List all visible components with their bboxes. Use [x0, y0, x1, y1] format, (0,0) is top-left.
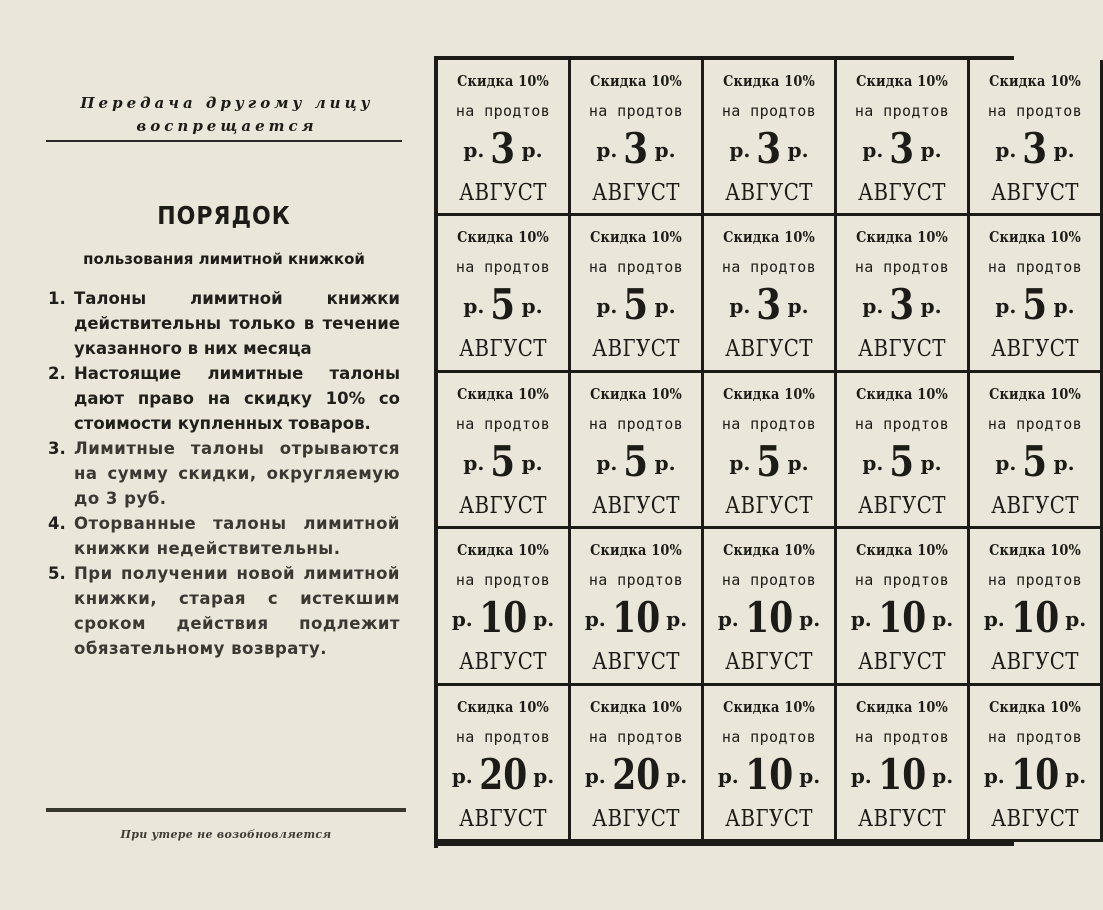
coupon-value: 3	[756, 280, 782, 330]
coupon-amount	[970, 280, 1100, 330]
currency-label: р.	[463, 138, 485, 162]
coupon-goods-label: на продтов	[588, 727, 684, 746]
coupon-discount-label: Скидка 10%	[989, 228, 1081, 247]
currency-label: р.	[666, 607, 688, 632]
coupon-amount	[837, 280, 967, 330]
coupon-value: 5	[889, 436, 915, 486]
currency-label: р.	[799, 763, 821, 788]
coupon-month: АВГУСТ	[592, 805, 680, 832]
coupon-value: 10	[878, 593, 926, 643]
currency-label: р.	[850, 607, 872, 632]
currency-label: р.	[533, 763, 555, 788]
coupon-discount-label: Скидка 10%	[856, 697, 948, 716]
coupon-value: 5	[490, 280, 516, 330]
coupon-month: АВГУСТ	[459, 492, 547, 519]
coupon-amount	[571, 437, 701, 487]
currency-label: р.	[995, 450, 1017, 475]
coupon-amount	[970, 593, 1100, 643]
coupon-goods-label: на продтов	[854, 727, 950, 746]
coupon-amount	[571, 593, 701, 643]
coupon-amount	[438, 593, 568, 643]
coupon-value: 10	[878, 749, 926, 799]
coupon-month: АВГУСТ	[459, 336, 547, 363]
coupon-goods-label: на продтов	[854, 102, 950, 120]
coupon-ticket[interactable]	[837, 60, 970, 216]
currency-label: р.	[584, 607, 606, 632]
coupon-ticket[interactable]	[438, 60, 571, 216]
currency-label: р.	[787, 138, 809, 162]
currency-label: р.	[521, 450, 543, 475]
coupon-value: 20	[612, 749, 660, 799]
currency-label: р.	[1065, 607, 1087, 632]
coupon-sheet	[434, 56, 1087, 848]
currency-label: р.	[596, 138, 618, 162]
coupon-month: АВГУСТ	[592, 492, 680, 519]
rule-text: Талоны лимитной книжки действительны только в течение указанного в них месяца	[74, 289, 400, 358]
divider-top	[46, 140, 402, 142]
coupon-amount	[571, 750, 701, 800]
coupon-ticket[interactable]	[970, 686, 1103, 842]
currency-label: р.	[1065, 763, 1087, 788]
coupon-goods-label: на продтов	[854, 414, 950, 433]
transfer-notice-line2: воспрещается	[136, 117, 318, 135]
coupon-amount	[970, 437, 1100, 487]
coupon-value: 10	[745, 749, 793, 799]
coupon-ticket[interactable]	[970, 373, 1103, 529]
rule-item	[48, 361, 400, 436]
currency-label: р.	[862, 450, 884, 475]
transfer-notice-line1: Передача другому лицу	[80, 94, 374, 112]
coupon-discount-label: Скидка 10%	[457, 72, 549, 90]
coupon-ticket[interactable]	[837, 529, 970, 685]
coupon-ticket[interactable]	[704, 686, 837, 842]
coupon-value: 20	[479, 749, 527, 799]
coupon-discount-label: Скидка 10%	[590, 72, 682, 90]
loss-notice: При утере не возобновляется	[120, 828, 332, 841]
coupon-discount-label: Скидка 10%	[989, 541, 1081, 560]
coupon-value: 5	[1022, 436, 1048, 486]
currency-label: р.	[451, 607, 473, 632]
currency-label: р.	[451, 763, 473, 788]
coupon-amount	[970, 750, 1100, 800]
rule-item	[48, 561, 400, 661]
currency-label: р.	[983, 607, 1005, 632]
coupon-discount-label: Скидка 10%	[723, 541, 815, 560]
currency-label: р.	[654, 450, 676, 475]
coupon-ticket[interactable]	[837, 216, 970, 372]
coupon-discount-label: Скидка 10%	[723, 228, 815, 247]
coupon-ticket[interactable]	[704, 529, 837, 685]
rule-text: Лимитные талоны отрываются на сумму скидки, округляемую до 3 руб.	[74, 439, 400, 508]
coupon-amount	[438, 280, 568, 330]
page-subtitle: пользования лимитной книжкой	[83, 250, 365, 268]
coupon-goods-label: на продтов	[455, 258, 551, 277]
currency-label: р.	[584, 763, 606, 788]
currency-label: р.	[787, 450, 809, 475]
coupon-month: АВГУСТ	[459, 649, 547, 676]
coupon-ticket[interactable]	[571, 373, 704, 529]
coupon-ticket[interactable]	[571, 60, 704, 216]
coupon-value: 5	[490, 436, 516, 486]
currency-label: р.	[920, 138, 942, 162]
coupon-discount-label: Скидка 10%	[590, 228, 682, 247]
coupon-amount	[571, 280, 701, 330]
coupon-ticket[interactable]	[837, 686, 970, 842]
coupon-discount-label: Скидка 10%	[590, 541, 682, 560]
coupon-goods-label: на продтов	[721, 414, 817, 433]
currency-label: р.	[521, 294, 543, 319]
coupon-discount-label: Скидка 10%	[457, 228, 549, 247]
coupon-amount	[704, 593, 834, 643]
coupon-value: 3	[1022, 124, 1048, 173]
coupon-value: 5	[1022, 280, 1048, 330]
currency-label: р.	[729, 294, 751, 319]
transfer-notice	[52, 92, 402, 138]
coupon-goods-label: на продтов	[588, 258, 684, 277]
coupon-month: АВГУСТ	[858, 805, 946, 832]
rule-text: При получении новой лимитной книжки, старая с истекшим сроком действия подлежит обязательному возврату.	[74, 564, 400, 658]
coupon-value: 10	[612, 593, 660, 643]
coupon-value: 3	[623, 124, 649, 173]
coupon-value: 5	[623, 436, 649, 486]
coupon-goods-label: на продтов	[854, 571, 950, 590]
coupon-ticket[interactable]	[704, 373, 837, 529]
coupon-amount	[704, 750, 834, 800]
currency-label: р.	[995, 138, 1017, 162]
coupon-ticket[interactable]	[837, 373, 970, 529]
coupon-goods-label: на продтов	[721, 727, 817, 746]
coupon-amount	[837, 437, 967, 487]
currency-label: р.	[533, 607, 555, 632]
coupon-amount	[704, 437, 834, 487]
currency-label: р.	[1053, 294, 1075, 319]
currency-label: р.	[995, 294, 1017, 319]
coupon-ticket[interactable]	[438, 216, 571, 372]
coupon-value: 5	[756, 436, 782, 486]
coupon-month: АВГУСТ	[858, 180, 946, 206]
coupon-amount	[438, 124, 568, 174]
sheet-border-bottom	[434, 842, 1014, 846]
currency-label: р.	[1053, 450, 1075, 475]
rule-text: Настоящие лимитные талоны дают право на скидку 10% со стоимости купленных товаров.	[74, 364, 400, 433]
currency-label: р.	[920, 450, 942, 475]
coupon-goods-label: на продтов	[455, 414, 551, 433]
coupon-ticket[interactable]	[571, 686, 704, 842]
coupon-goods-label: на продтов	[588, 414, 684, 433]
coupon-discount-label: Скидка 10%	[856, 384, 948, 403]
coupon-discount-label: Скидка 10%	[723, 384, 815, 403]
coupon-ticket[interactable]	[704, 216, 837, 372]
coupon-amount	[704, 280, 834, 330]
coupon-discount-label: Скидка 10%	[856, 228, 948, 247]
coupon-goods-label: на продтов	[455, 727, 551, 746]
currency-label: р.	[596, 294, 618, 319]
page-title: ПОРЯДОК	[157, 202, 291, 231]
coupon-goods-label: на продтов	[455, 102, 551, 120]
currency-label: р.	[932, 607, 954, 632]
coupon-goods-label: на продтов	[987, 727, 1083, 746]
coupon-value: 5	[623, 280, 649, 330]
coupon-month: АВГУСТ	[991, 336, 1079, 363]
rule-item	[48, 436, 400, 511]
coupon-grid	[438, 60, 1087, 842]
rule-text: Оторванные талоны лимитной книжки недействительны.	[74, 514, 400, 558]
coupon-discount-label: Скидка 10%	[856, 72, 948, 90]
coupon-month: АВГУСТ	[725, 492, 813, 519]
coupon-value: 3	[490, 124, 516, 173]
rule-number: 4.	[48, 514, 66, 533]
coupon-value: 10	[1011, 749, 1059, 799]
currency-label: р.	[654, 138, 676, 162]
coupon-month: АВГУСТ	[858, 492, 946, 519]
coupon-goods-label: на продтов	[987, 258, 1083, 277]
coupon-amount	[438, 750, 568, 800]
coupon-month: АВГУСТ	[991, 805, 1079, 832]
coupon-discount-label: Скидка 10%	[457, 697, 549, 716]
currency-label: р.	[862, 294, 884, 319]
coupon-goods-label: на продтов	[854, 258, 950, 277]
coupon-discount-label: Скидка 10%	[989, 384, 1081, 403]
coupon-ticket[interactable]	[704, 60, 837, 216]
coupon-amount	[837, 593, 967, 643]
coupon-month: АВГУСТ	[592, 336, 680, 363]
coupon-discount-label: Скидка 10%	[989, 72, 1081, 90]
coupon-ticket[interactable]	[571, 216, 704, 372]
coupon-amount	[571, 124, 701, 174]
coupon-discount-label: Скидка 10%	[457, 541, 549, 560]
currency-label: р.	[850, 763, 872, 788]
currency-label: р.	[920, 294, 942, 319]
coupon-discount-label: Скидка 10%	[457, 384, 549, 403]
coupon-month: АВГУСТ	[858, 336, 946, 363]
coupon-ticket[interactable]	[970, 60, 1103, 216]
currency-label: р.	[932, 763, 954, 788]
coupon-value: 3	[889, 280, 915, 330]
coupon-month: АВГУСТ	[858, 649, 946, 676]
coupon-goods-label: на продтов	[987, 102, 1083, 120]
coupon-amount	[704, 124, 834, 174]
coupon-goods-label: на продтов	[455, 571, 551, 590]
coupon-value: 10	[1011, 593, 1059, 643]
rule-number: 1.	[48, 289, 66, 308]
coupon-ticket[interactable]	[438, 686, 571, 842]
currency-label: р.	[463, 294, 485, 319]
currency-label: р.	[654, 294, 676, 319]
coupon-month: АВГУСТ	[991, 649, 1079, 676]
divider-bottom	[46, 808, 406, 812]
coupon-ticket[interactable]	[438, 529, 571, 685]
currency-label: р.	[983, 763, 1005, 788]
coupon-month: АВГУСТ	[725, 180, 813, 206]
currency-label: р.	[463, 450, 485, 475]
currency-label: р.	[729, 138, 751, 162]
coupon-goods-label: на продтов	[588, 102, 684, 120]
rule-number: 2.	[48, 364, 66, 383]
coupon-discount-label: Скидка 10%	[723, 697, 815, 716]
coupon-goods-label: на продтов	[721, 102, 817, 120]
coupon-discount-label: Скидка 10%	[590, 697, 682, 716]
coupon-value: 10	[745, 593, 793, 643]
coupon-ticket[interactable]	[438, 373, 571, 529]
currency-label: р.	[1053, 138, 1075, 162]
coupon-amount	[970, 124, 1100, 174]
coupon-value: 3	[889, 124, 915, 173]
coupon-goods-label: на продтов	[987, 414, 1083, 433]
coupon-discount-label: Скидка 10%	[856, 541, 948, 560]
coupon-discount-label: Скидка 10%	[590, 384, 682, 403]
coupon-goods-label: на продтов	[721, 571, 817, 590]
currency-label: р.	[729, 450, 751, 475]
coupon-ticket[interactable]	[970, 216, 1103, 372]
coupon-month: АВГУСТ	[991, 180, 1079, 206]
currency-label: р.	[666, 763, 688, 788]
coupon-value: 3	[756, 124, 782, 173]
coupon-goods-label: на продтов	[588, 571, 684, 590]
coupon-goods-label: на продтов	[987, 571, 1083, 590]
coupon-discount-label: Скидка 10%	[989, 697, 1081, 716]
coupon-month: АВГУСТ	[991, 492, 1079, 519]
rule-number: 3.	[48, 439, 66, 458]
currency-label: р.	[787, 294, 809, 319]
rules-list	[48, 286, 400, 661]
coupon-ticket[interactable]	[970, 529, 1103, 685]
coupon-month: АВГУСТ	[725, 805, 813, 832]
coupon-month: АВГУСТ	[459, 180, 547, 206]
coupon-amount	[837, 750, 967, 800]
coupon-goods-label: на продтов	[721, 258, 817, 277]
coupon-amount	[438, 437, 568, 487]
coupon-month: АВГУСТ	[592, 180, 680, 206]
coupon-month: АВГУСТ	[459, 805, 547, 832]
currency-label: р.	[596, 450, 618, 475]
currency-label: р.	[799, 607, 821, 632]
currency-label: р.	[717, 607, 739, 632]
currency-label: р.	[862, 138, 884, 162]
coupon-month: АВГУСТ	[725, 336, 813, 363]
currency-label: р.	[521, 138, 543, 162]
coupon-ticket[interactable]	[571, 529, 704, 685]
coupon-amount	[837, 124, 967, 174]
currency-label: р.	[717, 763, 739, 788]
coupon-month: АВГУСТ	[725, 649, 813, 676]
coupon-month: АВГУСТ	[592, 649, 680, 676]
rule-item	[48, 286, 400, 361]
coupon-value: 10	[479, 593, 527, 643]
coupon-discount-label: Скидка 10%	[723, 72, 815, 90]
rule-item	[48, 511, 400, 561]
rule-number: 5.	[48, 564, 66, 583]
